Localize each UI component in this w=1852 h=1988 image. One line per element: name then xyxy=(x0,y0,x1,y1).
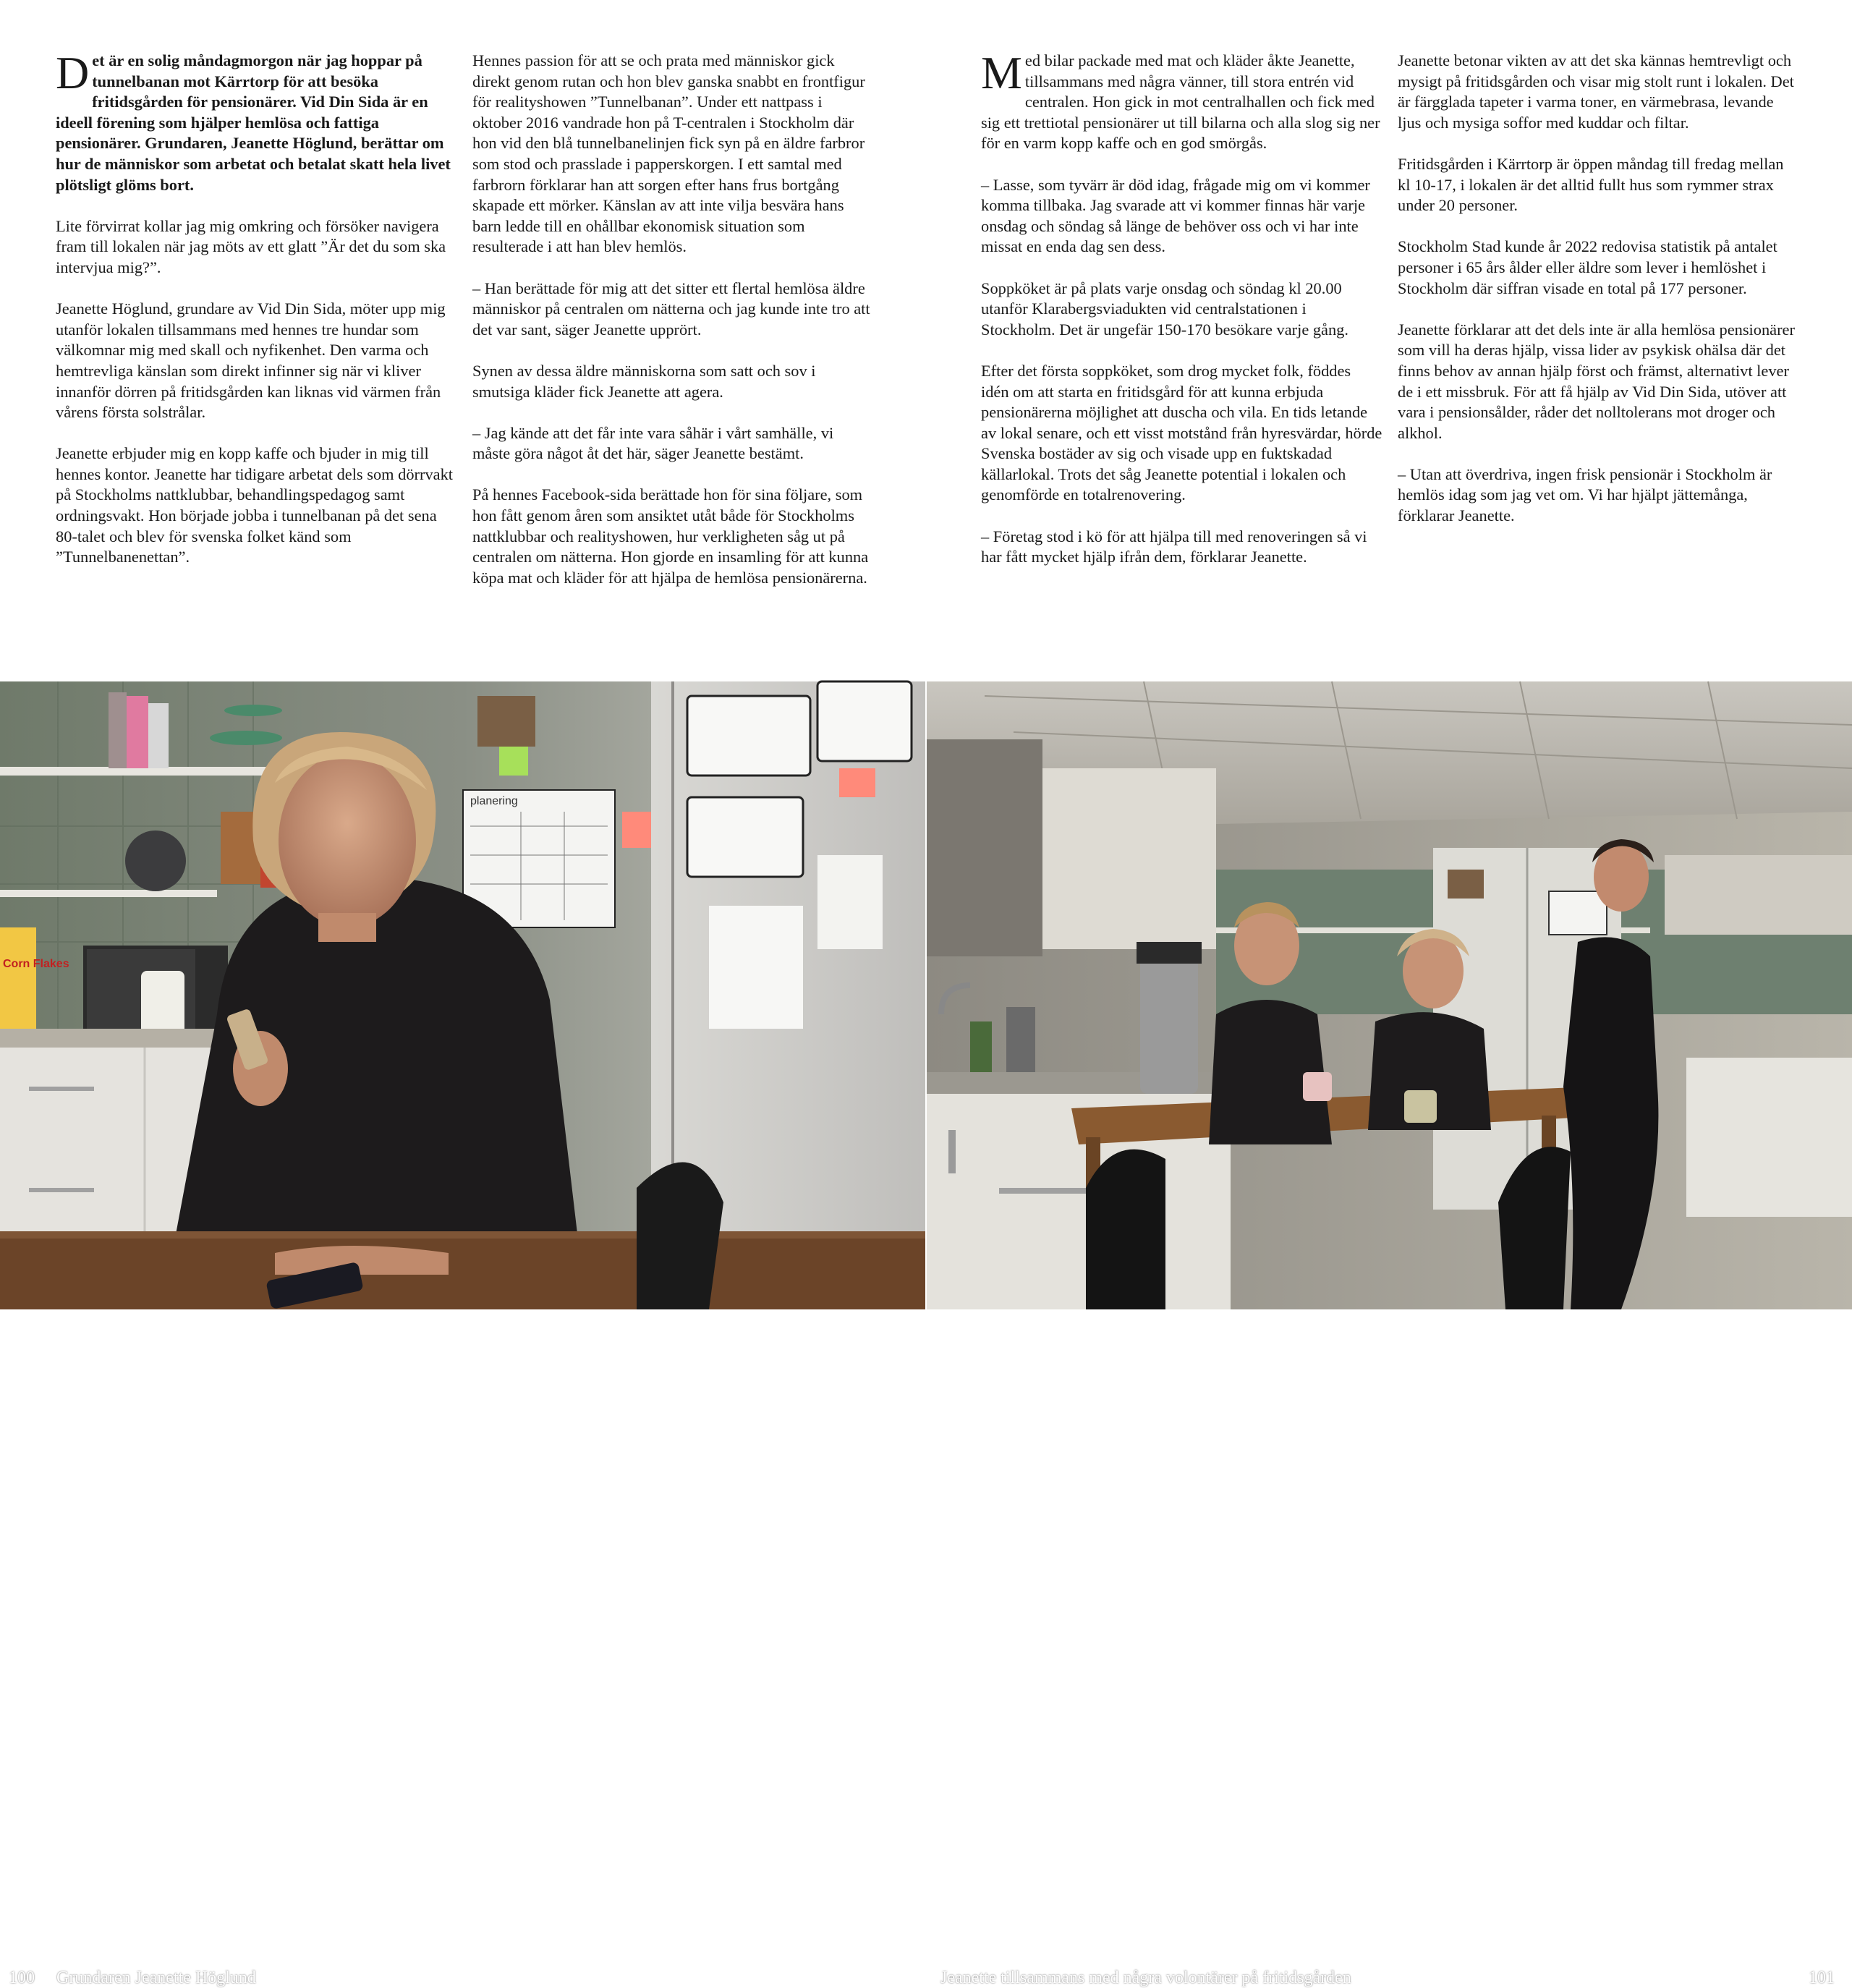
photo-caption-right: Jeanette tillsammans med några volontärer på fritidsgården xyxy=(940,1968,1351,1987)
paragraph: Efter det första soppköket, som drog mycket folk, föddes idén om att starta en fritidsgård för att kunna erbjuda pensionärerna möjlighet att duscha och vila. En tids letande av lokal senare, och ett visst motstånd från hyresvärdar, hörde Svenska bostäder av sig och visade upp en fuktskadad källarlokal. Trots det såg Jeanette potential i lokalen och genomförde en totalrenovering. xyxy=(981,361,1382,504)
article-column-1 xyxy=(56,47,457,588)
paragraph: Jeanette Höglund, grundare av Vid Din Sida, möter upp mig utanför lokalen tillsammans med hennes tre hundar som välkomnar mig med skall och nyfikenhet. Den varma och hemtrevliga känslan som direkt infinner sig när vi kliver innanför dörren på fritidsgården kan liknas vid värmen från vårens första solstrålar. xyxy=(56,300,446,422)
paragraph: Fritidsgården i Kärrtorp är öppen måndag till fredag mellan kl 10-17, i lokalen är det alltid fullt hus som rymmer strax under 20 personer. xyxy=(1398,154,1784,215)
photo-volunteers xyxy=(927,681,1852,1987)
paragraph: Jeanette betonar vikten av att det ska kännas hemtrevligt och mysigt på fritidsgården och visar mig stolt runt i lokalen. Det är färgglada tapeter i varma toner, en värmebrasa, levande ljus och mysiga soffor med kuddar och filtar. xyxy=(1398,51,1794,132)
paragraph: – Företag stod i kö för att hjälpa till med renoveringen så vi har fått mycket hjälp ifrån dem, förklarar Jeanette. xyxy=(981,527,1367,566)
drop-cap: M xyxy=(981,47,1022,98)
drop-cap: D xyxy=(56,47,90,98)
paragraph: – Jag kände att det får inte vara såhär i vårt samhälle, vi måste göra något åt det här, säger Jeanette bestämt. xyxy=(472,423,834,463)
paragraph: – Lasse, som tyvärr är död idag, frågade mig om vi kommer komma tillbaka. Jag svarade att vi kommer finnas här varje onsdag och söndag så länge de behöver oss och vi har inte missat en enda dag sen dess. xyxy=(981,175,1370,256)
board-text: planering xyxy=(470,795,518,807)
article-column-4 xyxy=(1398,51,1799,547)
paragraph: Stockholm Stad kunde år 2022 redovisa statistik på antalet personer i 65 års ålder eller äldre som lever i hemlöshet i Stockholm där siffran visade en total på 177 personer. xyxy=(1398,237,1777,297)
photo-caption-left: Grundaren Jeanette Höglund xyxy=(56,1968,256,1987)
page-number-left: 100 xyxy=(9,1968,35,1987)
paragraph: Soppköket är på plats varje onsdag och söndag kl 20.00 utanför Klarabergsviadukten vid centralstationen i Stockholm. Det är ungefär 150-170 besökare varje gång. xyxy=(981,279,1348,339)
paragraph: Lite förvirrat kollar jag mig omkring och försöker navigera fram till lokalen när jag möts av ett glatt ”Är det du som ska intervjua mig?”. xyxy=(56,216,446,276)
paragraph: Synen av dessa äldre människorna som satt och sov i smutsiga kläder fick Jeanette att agera. xyxy=(472,361,816,401)
paragraph: Jeanette erbjuder mig en kopp kaffe och bjuder in mig till hennes kontor. Jeanette har tidigare arbetat dels som dörrvakt på Stockholms nattklubbar, behandlingspedagog samt ordningsvakt. Hon började jobba i tunnelbanan på det sena 80-talet och blev för svenska folket känd som ”Tunnelbanenettan”. xyxy=(56,444,454,566)
paragraph: – Utan att överdriva, ingen frisk pensionär i Stockholm är hemlös idag som jag vet om. Vi har hjälpt jättemånga, förklarar Jeanette. xyxy=(1398,464,1772,525)
paragraph: Hennes passion för att se och prata med människor gick direkt genom rutan och hon blev ganska snabbt en frontfigur för realityshowen ”Tunnelbanan”. Under ett nattpass i oktober 2016 vandrade hon på T-centralen i Stockholm där hon vid den blå tunnelbanelinjen fick syn på en äldre farbror som stod och prasslade i papperskorgen. I ett samtal med farbrorn förklarar han att sorgen efter hans frus bortgång skapade ett mörker. Känslan av att inte vilja besvära hans barn ledde till en ohållbar ekonomisk situation som resulterade i att han blev hemlös. xyxy=(472,51,865,256)
paragraph: På hennes Facebook-sida berättade hon för sina följare, som hon fått genom åren som ansiktet utåt både för Stockholms nattklubbar och realityshowen, hur verkligheten såg ut på centralen om nätterna. Hon gjorde en insamling för att kunna köpa mat och kläder för att hjälpa de hemlösa pensionärerna. xyxy=(472,485,869,587)
article-column-2 xyxy=(472,51,874,609)
page-number-right: 101 xyxy=(1809,1968,1835,1987)
article-column-3 xyxy=(981,47,1382,588)
paragraph: – Han berättade för mig att det sitter ett flertal hemlösa äldre människor på centralen om nätterna och jag kunde inte tro att det var sant, säger Jeanette upprört. xyxy=(472,279,870,339)
paragraph: Jeanette förklarar att det dels inte är alla hemlösa pensionärer som vill ha deras hjälp, vissa lider av psykisk ohälsa där det finns behov av annan hjälp först och främst, alternativt lever de i ett missbruk. För att få hjälp av Vid Din Sida, utöver att vara i pensionsålder, råder det nolltolerans mot droger och alkhol. xyxy=(1398,320,1795,442)
lead-paragraph: Det är en solig måndagmorgon när jag hoppar på tunnelbanan mot Kärrtorp för att besöka fritidsgården för pensionärer. Vid Din Sida är en ideell förening som hjälper hemlösa och fattiga pensionärer. Grundaren, Jeanette Höglund, berättar om hur de människor som arbetat och betalat skatt hela livet plötsligt glöms bort. xyxy=(56,47,451,194)
paragraph: Med bilar packade med mat och kläder åkte Jeanette, tillsammans med några vänner, till stora entrén vid centralen. Hon gick in mot centralhallen och fick med sig ett trettiotal pensionärer ut till bilarna och alla slog sig ner för en varm kopp kaffe och en god smörgås. xyxy=(981,47,1380,153)
photo-founder xyxy=(0,681,925,1987)
cereal-box-text: Corn Flakes xyxy=(3,958,69,970)
